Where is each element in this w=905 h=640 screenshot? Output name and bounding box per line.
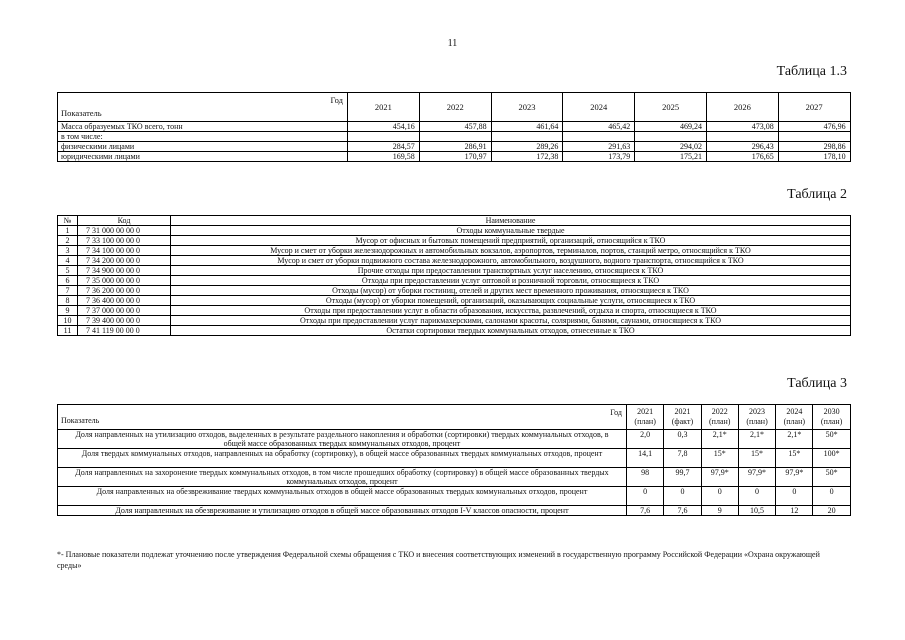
table-cell [635, 132, 707, 142]
footnote: *- Плановые показатели подлежат уточнению после утверждения Федеральной схемы обращения с ТКО и внесения соответствующих изменений в государственную программу Российской Федерации «Охрана окружающей среды» [57, 550, 820, 570]
row-label: физическими лицами [58, 142, 348, 152]
table-cell: 291,63 [563, 142, 635, 152]
table-cell [419, 132, 491, 142]
table-2-caption: Таблица 2 [787, 187, 847, 202]
table-cell: 12 [776, 506, 813, 516]
year-header-label: Год [610, 408, 622, 417]
year-header-cell: 2030 (план) [813, 405, 850, 430]
table-cell: 294,02 [635, 142, 707, 152]
waste-code: 7 36 200 00 00 0 [78, 286, 171, 296]
table-cell: 170,97 [419, 152, 491, 162]
year-header-cell: 2025 [635, 93, 707, 122]
table-row [58, 506, 851, 516]
table-cell [348, 132, 420, 142]
waste-code: 7 34 200 00 00 0 [78, 256, 171, 266]
table-row [58, 276, 851, 286]
year-header-cell: 2024 (план) [776, 405, 813, 430]
row-number: 9 [58, 306, 78, 316]
row-number: 5 [58, 266, 78, 276]
code-header: Код [78, 216, 171, 226]
table-cell [563, 132, 635, 142]
table-cell: 15* [776, 449, 813, 468]
table-row [58, 430, 851, 449]
table-header-row [58, 93, 851, 122]
table-cell: 173,79 [563, 152, 635, 162]
table-cell: 465,42 [563, 122, 635, 132]
year-header-cell: 2024 [563, 93, 635, 122]
waste-name: Отходы при предоставлении услуг в области образования, искусства, развлечений, отдыха и спорта, относящиеся к ТКО [171, 306, 851, 316]
table-cell [491, 132, 563, 142]
table-cell: 476,96 [778, 122, 850, 132]
table-cell: 454,16 [348, 122, 420, 132]
waste-code: 7 41 119 00 00 0 [78, 326, 171, 336]
year-header-cell: 2021 [348, 93, 420, 122]
waste-name: Остатки сортировки твердых коммунальных отходов, отнесенные к ТКО [171, 326, 851, 336]
year-header-cell: 2023 (план) [738, 405, 775, 430]
table-cell: 169,58 [348, 152, 420, 162]
row-number: 2 [58, 236, 78, 246]
table-cell: 10,5 [738, 506, 775, 516]
table-cell: 14,1 [627, 449, 664, 468]
table-row [58, 236, 851, 246]
row-number: 4 [58, 256, 78, 266]
indicator-label: Доля направленных на обезвреживание и утилизацию отходов в общей массе образованных отходов I-V классов опасности, процент [58, 506, 627, 516]
waste-name: Мусор и смет от уборки подвижного состава железнодорожного, автомобильного, воздушного, водного транспорта, относящийся к ТКО [171, 256, 851, 266]
table-row [58, 286, 851, 296]
number-header: № [58, 216, 78, 226]
table-1-3 [57, 92, 851, 162]
table-cell: 0 [738, 487, 775, 506]
waste-name: Мусор и смет от уборки железнодорожных и автомобильных вокзалов, аэропортов, терминалов, портов, станций метро, относящийся к ТКО [171, 246, 851, 256]
table-cell: 2,1* [701, 430, 738, 449]
waste-code: 7 34 100 00 00 0 [78, 246, 171, 256]
waste-name: Отходы при предоставлении услуг оптовой и розничной торговли, относящиеся к ТКО [171, 276, 851, 286]
waste-name: Отходы коммунальные твердые [171, 226, 851, 236]
table-cell [706, 132, 778, 142]
table-cell: 20 [813, 506, 850, 516]
table-cell: 7,6 [627, 506, 664, 516]
year-header-label: Год [330, 95, 343, 105]
table-header-row [58, 216, 851, 226]
table-cell: 286,91 [419, 142, 491, 152]
year-header-cell: 2027 [778, 93, 850, 122]
table-cell: 0 [813, 487, 850, 506]
table-cell [778, 132, 850, 142]
table-cell: 2,1* [776, 430, 813, 449]
table-cell: 50* [813, 430, 850, 449]
table-cell: 0 [664, 487, 701, 506]
table-row [58, 468, 851, 487]
table-cell: 0 [776, 487, 813, 506]
row-number: 3 [58, 246, 78, 256]
table-row [58, 266, 851, 276]
table-cell: 15* [701, 449, 738, 468]
waste-code: 7 35 000 00 00 0 [78, 276, 171, 286]
name-header: Наименование [171, 216, 851, 226]
indicator-header-label: Показатель [61, 108, 102, 118]
waste-code: 7 39 400 00 00 0 [78, 316, 171, 326]
waste-code: 7 36 400 00 00 0 [78, 296, 171, 306]
row-number: 1 [58, 226, 78, 236]
waste-name: Прочие отходы при предоставлении транспортных услуг населению, относящиеся к ТКО [171, 266, 851, 276]
waste-code: 7 33 100 00 00 0 [78, 236, 171, 246]
table-cell: 99,7 [664, 468, 701, 487]
table-row [58, 122, 851, 132]
waste-code: 7 37 000 00 00 0 [78, 306, 171, 316]
table-row [58, 142, 851, 152]
table-header-row [58, 405, 851, 430]
table-cell: 97,9* [701, 468, 738, 487]
table-cell: 100* [813, 449, 850, 468]
table-row [58, 449, 851, 468]
table-cell: 0,3 [664, 430, 701, 449]
table-cell: 2,1* [738, 430, 775, 449]
table-cell: 15* [738, 449, 775, 468]
table-cell: 97,9* [738, 468, 775, 487]
table-cell: 7,6 [664, 506, 701, 516]
row-number: 7 [58, 286, 78, 296]
table-cell: 0 [701, 487, 738, 506]
row-label: Масса образуемых ТКО всего, тонн [58, 122, 348, 132]
indicator-header-label: Показатель [61, 416, 100, 425]
table-cell: 172,38 [491, 152, 563, 162]
year-header-cell: 2021 (план) [627, 405, 664, 430]
waste-name: Отходы (мусор) от уборки помещений, организаций, оказывающих социальные услуги, относящиеся к ТКО [171, 296, 851, 306]
table-cell: 98 [627, 468, 664, 487]
table-row [58, 316, 851, 326]
table-cell: 289,26 [491, 142, 563, 152]
waste-name: Отходы при предоставлении услуг парикмахерскими, салонами красоты, соляриями, банями, саунами, относящиеся к ТКО [171, 316, 851, 326]
waste-name: Отходы (мусор) от уборки гостиниц, отелей и других мест временного проживания, относящиеся к ТКО [171, 286, 851, 296]
table-1-3-caption: Таблица 1.3 [776, 64, 847, 79]
year-header-cell: 2026 [706, 93, 778, 122]
table-row [58, 132, 851, 142]
row-number: 8 [58, 296, 78, 306]
row-label: юридическими лицами [58, 152, 348, 162]
year-header-cell: 2023 [491, 93, 563, 122]
table-cell: 7,8 [664, 449, 701, 468]
table-cell: 97,9* [776, 468, 813, 487]
diagonal-header-cell [58, 405, 627, 430]
table-cell: 9 [701, 506, 738, 516]
waste-name: Мусор от офисных и бытовых помещений предприятий, организаций, относящийся к ТКО [171, 236, 851, 246]
indicator-label: Доля твердых коммунальных отходов, направленных на обработку (сортировку), в общей массе образованных твердых коммунальных отходов, процент [58, 449, 627, 468]
table-3 [57, 404, 851, 516]
table-cell: 461,64 [491, 122, 563, 132]
row-number: 10 [58, 316, 78, 326]
table-cell: 296,43 [706, 142, 778, 152]
indicator-label: Доля направленных на захоронение твердых коммунальных отходов, в том числе прошедших обработку (сортировку) в общей массе образованных твердых коммунальных отходов, процент [58, 468, 627, 487]
table-cell: 175,21 [635, 152, 707, 162]
table-3-caption: Таблица 3 [787, 376, 847, 391]
row-number: 6 [58, 276, 78, 286]
table-cell: 457,88 [419, 122, 491, 132]
table-cell: 284,57 [348, 142, 420, 152]
indicator-label: Доля направленных на обезвреживание твердых коммунальных отходов в общей массе образованных твердых коммунальных отходов, процент [58, 487, 627, 506]
table-row [58, 152, 851, 162]
table-cell: 298,86 [778, 142, 850, 152]
table-2 [57, 215, 851, 336]
diagonal-header-cell [58, 93, 348, 122]
table-row [58, 296, 851, 306]
year-header-cell: 2022 [419, 93, 491, 122]
row-label: в том числе: [58, 132, 348, 142]
waste-code: 7 31 000 00 00 0 [78, 226, 171, 236]
table-cell: 0 [627, 487, 664, 506]
table-row [58, 226, 851, 236]
table-cell: 469,24 [635, 122, 707, 132]
table-cell: 473,08 [706, 122, 778, 132]
table-row [58, 487, 851, 506]
table-cell: 176,65 [706, 152, 778, 162]
table-row [58, 306, 851, 316]
row-number: 11 [58, 326, 78, 336]
table-cell: 50* [813, 468, 850, 487]
table-row [58, 326, 851, 336]
table-row [58, 256, 851, 266]
table-cell: 178,10 [778, 152, 850, 162]
table-row [58, 246, 851, 256]
page-number: 11 [447, 38, 458, 49]
year-header-cell: 2022 (план) [701, 405, 738, 430]
indicator-label: Доля направленных на утилизацию отходов, выделенных в результате раздельного накопления и обработки (сортировки) твердых коммунальных отходов, в общей массе образованных твердых коммунальных отходов, процент [58, 430, 627, 449]
year-header-cell: 2021 (факт) [664, 405, 701, 430]
table-cell: 2,0 [627, 430, 664, 449]
waste-code: 7 34 900 00 00 0 [78, 266, 171, 276]
